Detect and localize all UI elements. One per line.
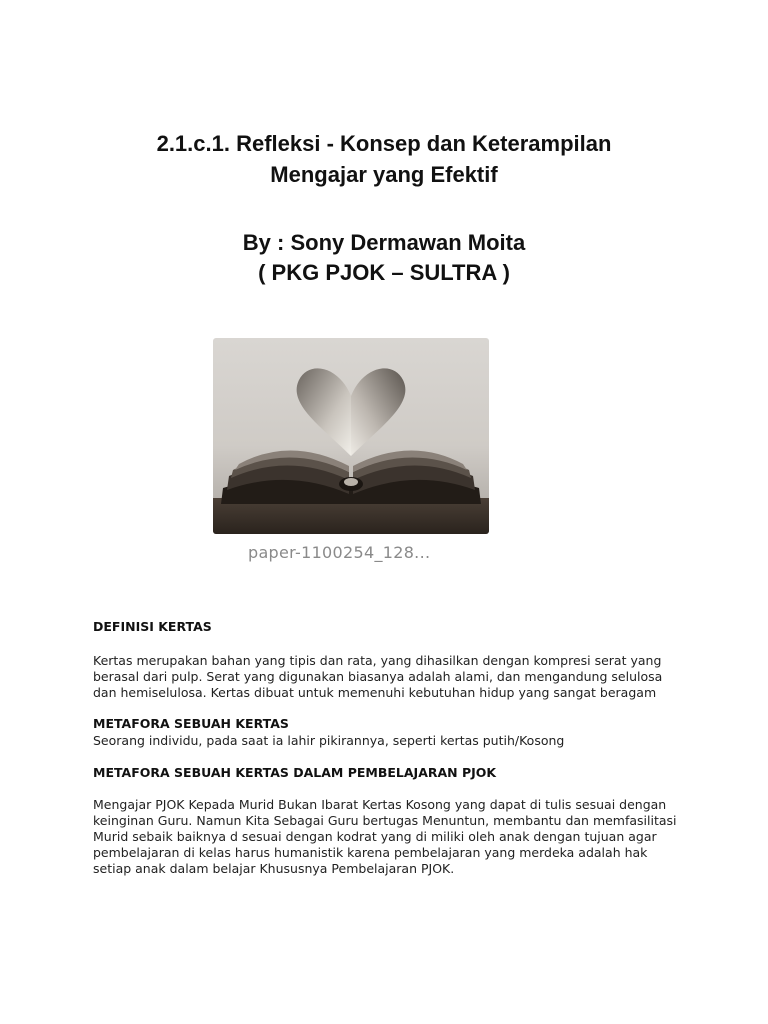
document-title xyxy=(0,128,768,190)
body-line: setiap anak dalam belajar Khususnya Pembelajaran PJOK. xyxy=(93,861,455,876)
body-line: Mengajar PJOK Kepada Murid Bukan Ibarat Kertas Kosong yang dapat di tulis sesuai dengan xyxy=(93,797,667,812)
body-line: Kertas merupakan bahan yang tipis dan rata, yang dihasilkan dengan kompresi serat yang xyxy=(93,653,662,668)
section-heading-pjok: METAFORA SEBUAH KERTAS DALAM PEMBELAJARAN PJOK xyxy=(93,765,497,780)
body-line: Seorang individu, pada saat ia lahir pikirannya, seperti kertas putih/Kosong xyxy=(93,733,565,748)
author-affiliation: ( PKG PJOK – SULTRA ) xyxy=(258,260,510,285)
section-heading-definisi: DEFINISI KERTAS xyxy=(93,619,212,634)
author-name: By : Sony Dermawan Moita xyxy=(242,230,526,255)
body-line: berasal dari pulp. Serat yang digunakan biasanya adalah alami, dan mengandung selulosa xyxy=(93,669,663,684)
body-line: dan hemiselulosa. Kertas dibuat untuk memenuhi kebutuhan hidup yang sangat beragam xyxy=(93,685,657,700)
title-line-2: Mengajar yang Efektif xyxy=(270,162,498,187)
author-byline xyxy=(0,228,768,288)
body-line: Murid sebaik baiknya d sesuai dengan kodrat yang di miliki oleh anak dengan tujuan agar xyxy=(93,829,657,844)
open-book-heart-photo xyxy=(213,338,489,534)
section-body-metafora xyxy=(93,733,683,749)
section-body-pjok xyxy=(93,797,683,877)
body-line: keinginan Guru. Namun Kita Sebagai Guru bertugas Menuntun, membantu dan memfasilitasi xyxy=(93,813,677,828)
body-line: pembelajaran di kelas harus humanistik karena pembelajaran yang merdeka adalah hak xyxy=(93,845,648,860)
section-heading-metafora: METAFORA SEBUAH KERTAS xyxy=(93,716,289,731)
section-body-definisi xyxy=(93,653,683,701)
title-line-1: 2.1.c.1. Refleksi - Konsep dan Keterampilan xyxy=(156,131,612,156)
image-caption: paper-1100254_128... xyxy=(248,543,431,562)
